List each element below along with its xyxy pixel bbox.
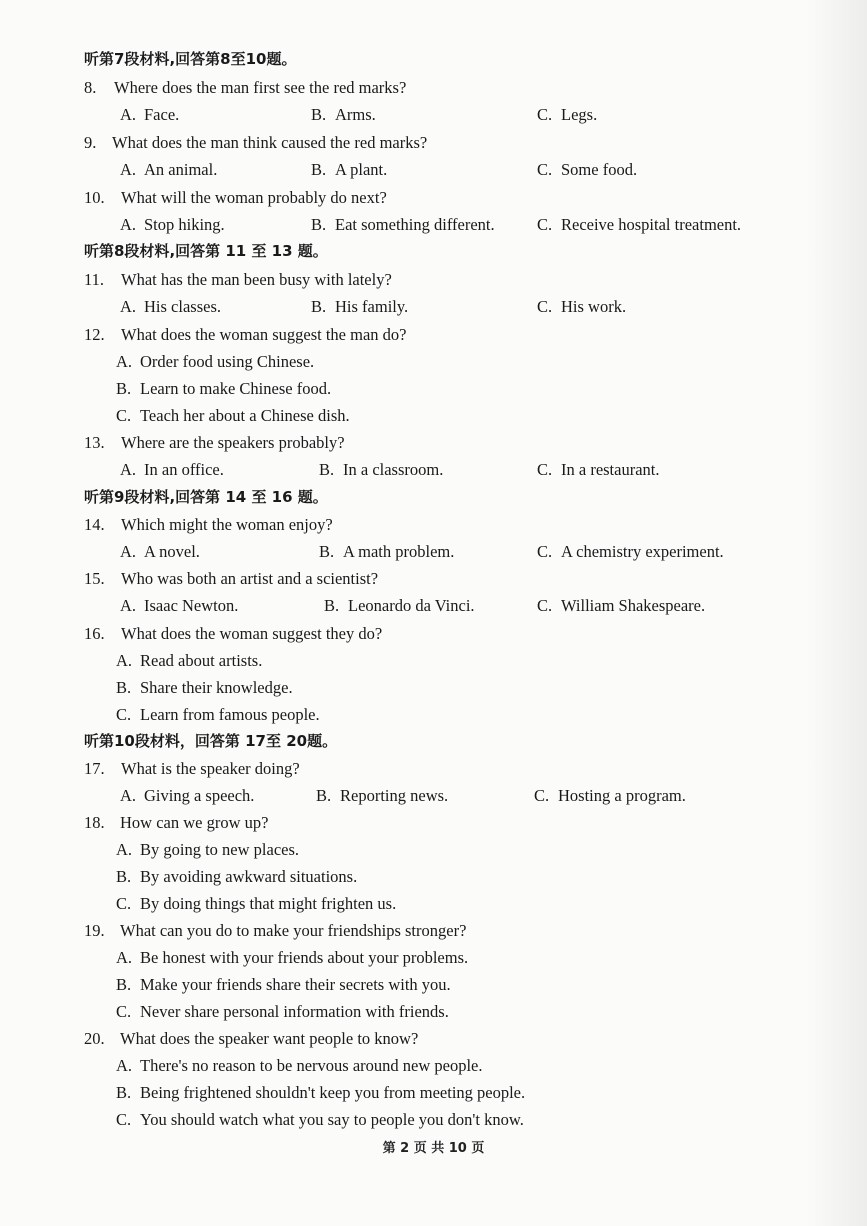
option-c[interactable] xyxy=(0,998,867,1025)
question-text: What does the woman suggest they do? xyxy=(121,624,383,643)
option-letter: B. xyxy=(311,105,327,124)
option-text: Isaac Newton. xyxy=(144,596,239,615)
options-row xyxy=(0,456,867,483)
question-stem xyxy=(0,266,867,293)
option-b[interactable] xyxy=(324,592,475,619)
option-a[interactable] xyxy=(120,782,254,809)
section-heading xyxy=(0,728,867,755)
option-letter: A. xyxy=(116,840,133,859)
option-letter: C. xyxy=(116,894,132,913)
question-text: What is the speaker doing? xyxy=(121,759,300,778)
option-c[interactable] xyxy=(537,538,724,565)
question-number: 16. xyxy=(84,624,105,643)
option-text: A math problem. xyxy=(343,542,455,561)
option-letter: C. xyxy=(537,596,553,615)
section-heading xyxy=(0,238,867,265)
question-text: What has the man been busy with lately? xyxy=(121,270,392,289)
option-letter: C. xyxy=(537,460,553,479)
option-text: Be honest with your friends about your problems. xyxy=(140,948,469,967)
scan-edge-shading xyxy=(807,0,867,1226)
option-letter: A. xyxy=(116,651,133,670)
option-letter: B. xyxy=(324,596,340,615)
question-stem xyxy=(0,917,867,944)
option-text: Some food. xyxy=(561,160,638,179)
question-number: 18. xyxy=(84,813,105,832)
option-letter: C. xyxy=(537,105,553,124)
option-text: His family. xyxy=(335,297,409,316)
option-letter: B. xyxy=(311,297,327,316)
option-b[interactable] xyxy=(0,375,867,402)
question-text: What does the woman suggest the man do? xyxy=(121,325,407,344)
option-letter: B. xyxy=(116,379,132,398)
option-text: Reporting news. xyxy=(340,786,449,805)
question-text: Who was both an artist and a scientist? xyxy=(121,569,379,588)
option-b[interactable] xyxy=(0,674,867,701)
question-text: What does the speaker want people to know? xyxy=(120,1029,419,1048)
option-letter: C. xyxy=(534,786,550,805)
question-text: Which might the woman enjoy? xyxy=(121,515,333,534)
option-letter: B. xyxy=(311,160,327,179)
option-a[interactable] xyxy=(120,456,224,483)
option-c[interactable] xyxy=(537,156,637,183)
option-letter: C. xyxy=(116,1002,132,1021)
question-text: What can you do to make your friendships stronger? xyxy=(120,921,467,940)
section-text: 听第10段材料，回答第 17至 20题。 xyxy=(84,732,338,750)
option-a[interactable] xyxy=(120,101,179,128)
option-c[interactable] xyxy=(0,1106,867,1133)
option-letter: B. xyxy=(116,678,132,697)
option-text: By doing things that might frighten us. xyxy=(140,894,397,913)
option-letter: A. xyxy=(116,1056,133,1075)
options-row xyxy=(0,592,867,619)
question-number: 12. xyxy=(84,325,105,344)
option-c[interactable] xyxy=(537,101,597,128)
question-stem xyxy=(0,129,867,156)
option-text: Receive hospital treatment. xyxy=(561,215,742,234)
option-text: In an office. xyxy=(144,460,224,479)
question-number: 15. xyxy=(84,569,105,588)
options-row xyxy=(0,782,867,809)
option-text: By going to new places. xyxy=(140,840,300,859)
section-text: 听第7段材料,回答第8至10题。 xyxy=(84,50,297,68)
question-text: How can we grow up? xyxy=(120,813,269,832)
option-letter: A. xyxy=(120,105,137,124)
option-b[interactable] xyxy=(311,293,408,320)
option-text: Teach her about a Chinese dish. xyxy=(140,406,350,425)
option-letter: A. xyxy=(120,160,137,179)
option-letter: A. xyxy=(120,596,137,615)
question-number: 10. xyxy=(84,188,105,207)
option-letter: B. xyxy=(319,460,335,479)
section-heading xyxy=(0,484,867,511)
question-text: Where does the man first see the red marks? xyxy=(114,78,407,97)
option-letter: C. xyxy=(116,406,132,425)
option-text: Read about artists. xyxy=(140,651,263,670)
option-text: William Shakespeare. xyxy=(561,596,706,615)
options-row xyxy=(0,538,867,565)
options-row xyxy=(0,293,867,320)
option-b[interactable] xyxy=(0,1079,867,1106)
option-c[interactable] xyxy=(537,211,741,238)
page-footer: 第 2 页 共 10 页 xyxy=(382,1141,485,1156)
option-c[interactable] xyxy=(537,592,705,619)
option-text: Legs. xyxy=(561,105,598,124)
option-letter: C. xyxy=(537,215,553,234)
question-stem xyxy=(0,565,867,592)
option-letter: B. xyxy=(116,867,132,886)
question-number: 20. xyxy=(84,1029,105,1048)
option-text: A novel. xyxy=(144,542,200,561)
option-letter: A. xyxy=(116,352,133,371)
option-letter: A. xyxy=(120,542,137,561)
option-a[interactable] xyxy=(0,836,867,863)
option-text: Learn from famous people. xyxy=(140,705,320,724)
option-letter: A. xyxy=(120,460,137,479)
question-text: What does the man think caused the red marks? xyxy=(112,133,428,152)
option-a[interactable] xyxy=(120,592,238,619)
option-b[interactable] xyxy=(319,538,454,565)
options-row xyxy=(0,101,867,128)
option-text: Share their knowledge. xyxy=(140,678,293,697)
question-number: 8. xyxy=(84,78,97,97)
option-b[interactable] xyxy=(319,456,443,483)
option-text: Eat something different. xyxy=(335,215,495,234)
option-c[interactable] xyxy=(0,402,867,429)
section-heading xyxy=(0,46,867,73)
question-number: 11. xyxy=(84,270,105,289)
option-letter: B. xyxy=(311,215,327,234)
option-letter: A. xyxy=(120,297,137,316)
option-text: Make your friends share their secrets with you. xyxy=(140,975,451,994)
option-letter: A. xyxy=(120,786,137,805)
option-c[interactable] xyxy=(0,890,867,917)
question-stem xyxy=(0,74,867,101)
question-stem xyxy=(0,429,867,456)
option-text: Face. xyxy=(144,105,180,124)
question-text: What will the woman probably do next? xyxy=(121,188,387,207)
question-stem xyxy=(0,184,867,211)
option-text: Leonardo da Vinci. xyxy=(348,596,475,615)
option-a[interactable] xyxy=(0,944,867,971)
option-letter: B. xyxy=(316,786,332,805)
option-b[interactable] xyxy=(311,156,387,183)
options-row xyxy=(0,156,867,183)
option-c[interactable] xyxy=(537,293,626,320)
option-letter: C. xyxy=(116,1110,132,1129)
section-text: 听第9段材料,回答第 14 至 16 题。 xyxy=(84,488,328,506)
question-text: Where are the speakers probably? xyxy=(121,433,345,452)
question-number: 13. xyxy=(84,433,105,452)
option-text: A chemistry experiment. xyxy=(561,542,724,561)
option-text: His classes. xyxy=(144,297,221,316)
option-a[interactable] xyxy=(120,538,200,565)
option-c[interactable] xyxy=(537,456,660,483)
option-text: Hosting a program. xyxy=(558,786,686,805)
option-text: Giving a speech. xyxy=(144,786,255,805)
options-row xyxy=(0,211,867,238)
option-b[interactable] xyxy=(311,211,495,238)
option-b[interactable] xyxy=(0,971,867,998)
question-stem xyxy=(0,620,867,647)
question-number: 17. xyxy=(84,759,105,778)
option-text: Arms. xyxy=(335,105,376,124)
option-letter: C. xyxy=(116,705,132,724)
option-letter: A. xyxy=(120,215,137,234)
option-a[interactable] xyxy=(0,348,867,375)
option-b[interactable] xyxy=(311,101,376,128)
question-number: 9. xyxy=(84,133,97,152)
option-letter: B. xyxy=(116,975,132,994)
question-stem xyxy=(0,755,867,782)
question-stem xyxy=(0,321,867,348)
option-text: Never share personal information with friends. xyxy=(140,1002,449,1021)
option-a[interactable] xyxy=(0,1052,867,1079)
question-stem xyxy=(0,809,867,836)
question-stem xyxy=(0,1025,867,1052)
option-letter: C. xyxy=(537,542,553,561)
option-b[interactable] xyxy=(0,863,867,890)
option-a[interactable] xyxy=(120,293,221,320)
option-text: An animal. xyxy=(144,160,218,179)
option-text: Learn to make Chinese food. xyxy=(140,379,332,398)
option-text: In a classroom. xyxy=(343,460,444,479)
option-a[interactable] xyxy=(120,156,217,183)
option-letter: B. xyxy=(319,542,335,561)
option-text: Order food using Chinese. xyxy=(140,352,315,371)
option-text: Stop hiking. xyxy=(144,215,225,234)
option-c[interactable] xyxy=(534,782,686,809)
option-text: Being frightened shouldn't keep you from meeting people. xyxy=(140,1083,526,1102)
option-letter: A. xyxy=(116,948,133,967)
option-text: In a restaurant. xyxy=(561,460,660,479)
question-number: 14. xyxy=(84,515,105,534)
option-b[interactable] xyxy=(316,782,448,809)
question-stem xyxy=(0,511,867,538)
option-text: You should watch what you say to people you don't know. xyxy=(140,1110,524,1129)
option-letter: C. xyxy=(537,160,553,179)
option-text: There's no reason to be nervous around new people. xyxy=(140,1056,483,1075)
option-letter: B. xyxy=(116,1083,132,1102)
section-text: 听第8段材料,回答第 11 至 13 题。 xyxy=(84,242,328,260)
option-text: His work. xyxy=(561,297,627,316)
option-c[interactable] xyxy=(0,701,867,728)
option-a[interactable] xyxy=(0,647,867,674)
option-text: By avoiding awkward situations. xyxy=(140,867,358,886)
option-letter: C. xyxy=(537,297,553,316)
question-number: 19. xyxy=(84,921,105,940)
option-text: A plant. xyxy=(335,160,388,179)
option-a[interactable] xyxy=(120,211,225,238)
